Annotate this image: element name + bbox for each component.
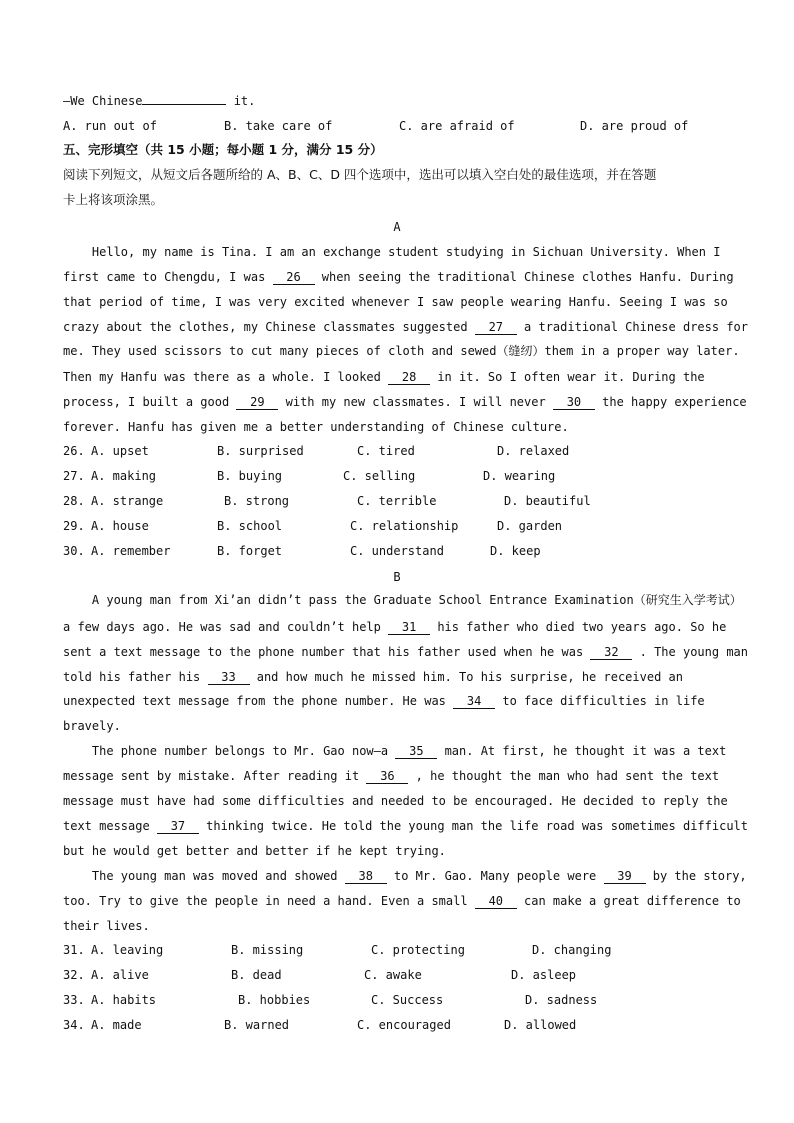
text-run: to Mr. Gao. Many people were (386, 869, 604, 883)
option-c: C. awake (364, 968, 422, 982)
option-c: C. protecting (371, 943, 465, 957)
passage-a-line: forever. Hanfu has given me a better understanding of Chinese culture. (63, 420, 569, 434)
passage-b-line: their lives. (63, 919, 150, 933)
question-number: 34. (63, 1018, 85, 1032)
text-run: Then my Hanfu was there as a whole. I looked (63, 370, 389, 384)
option-b: B. buying (217, 469, 283, 483)
prev-option-a: A. run out of (63, 119, 157, 133)
option-b: B. missing (231, 943, 304, 957)
blank-37: 37 (157, 819, 199, 834)
prev-question-stem (63, 93, 255, 109)
blank-32: 32 (590, 645, 632, 660)
option-a: A. made (91, 1018, 142, 1032)
option-a: A. house (91, 519, 149, 533)
option-b: B. hobbies (238, 993, 311, 1007)
option-b: B. dead (231, 968, 282, 982)
text-run: his father who died two years ago. So he (430, 620, 727, 634)
option-c: C. Success (371, 993, 444, 1007)
option-a: A. habits (91, 993, 157, 1007)
question-number: 30. (63, 544, 85, 558)
question-number: 33. (63, 993, 85, 1007)
option-d: D. garden (497, 519, 563, 533)
option-b: B. forget (217, 544, 283, 558)
option-a: A. remember (91, 544, 171, 558)
text-run: with my new classmates. I will never (278, 395, 553, 409)
option-d: D. asleep (511, 968, 577, 982)
option-d: D. changing (532, 943, 612, 957)
option-d: D. wearing (483, 469, 556, 483)
text-run: a few days ago. He was sad and couldn’t help (63, 620, 389, 634)
option-a: A. upset (91, 444, 149, 458)
prev-option-b: B. take care of (224, 119, 333, 133)
option-b: B. strong (224, 494, 290, 508)
text-run: when seeing the traditional Chinese clothes Hanfu. During (314, 270, 734, 284)
passage-b-line (63, 619, 726, 635)
section-instructions-2: 卡上将该项涂黑。 (63, 192, 164, 207)
blank-29: 29 (236, 395, 278, 410)
option-d: D. beautiful (504, 494, 591, 508)
text-run: process, I built a good (63, 395, 237, 409)
option-c: C. terrible (357, 494, 437, 508)
prev-option-c: C. are afraid of (399, 119, 515, 133)
blank-39: 39 (604, 869, 646, 884)
blank-30: 30 (553, 395, 595, 410)
question-number: 31. (63, 943, 85, 957)
section-instructions-1: 阅读下列短文，从短文后各题所给的 A、B、C、D 四个选项中，选出可以填入空白处的最佳选项，并在答题 (63, 167, 657, 182)
option-a: A. strange (91, 494, 164, 508)
passage-a-line (63, 269, 734, 285)
text-run: to face difficulties in life (495, 694, 705, 708)
section-heading: 五、完形填空（共 15 小题；每小题 1 分，满分 15 分） (63, 142, 383, 157)
passage-a-line (63, 394, 747, 410)
option-c: C. relationship (350, 519, 459, 533)
option-b: B. surprised (217, 444, 304, 458)
option-d: D. sadness (525, 993, 598, 1007)
blank-31: 31 (388, 620, 430, 635)
blank-34: 34 (453, 694, 495, 709)
blank-26: 26 (273, 270, 315, 285)
blank-40: 40 (475, 894, 517, 909)
text-run: , he thought the man who had sent the text (408, 769, 720, 783)
passage-b-line (63, 818, 748, 834)
passage-a-line: Hello, my name is Tina. I am an exchange student studying in Sichuan University. When I (63, 245, 721, 259)
passage-a-line: that period of time, I was very excited whenever I saw people wearing Hanfu. Seeing I was so (63, 295, 728, 309)
passage-b-line (63, 693, 705, 709)
text-run: The phone number belongs to Mr. Gao now—a (63, 744, 396, 758)
passage-b-line (63, 893, 741, 909)
passage-a-label: A (393, 220, 401, 234)
text-run: too. Try to give the people in need a hand. Even a small (63, 894, 475, 908)
passage-b-label: B (393, 570, 401, 584)
question-number: 28. (63, 494, 85, 508)
passage-b-line (63, 868, 747, 884)
text-run: the happy experience (594, 395, 747, 409)
passage-b-line (63, 768, 719, 784)
blank-36: 36 (366, 769, 408, 784)
passage-a-line (63, 319, 748, 335)
passage-a-line: me. They used scissors to cut many pieces of cloth and sewed（缝纫）them in a proper way later. (63, 344, 740, 358)
text-run: text message (63, 819, 157, 833)
text-run: man. At first, he thought it was a text (437, 744, 727, 758)
option-c: C. tired (357, 444, 415, 458)
passage-b-line (63, 669, 683, 685)
option-c: C. selling (343, 469, 416, 483)
option-b: B. school (217, 519, 283, 533)
option-c: C. understand (350, 544, 444, 558)
passage-b-line: A young man from Xi’an didn’t pass the Graduate School Entrance Examination（研究生入学考试） (63, 593, 742, 607)
text-run: and how much he missed him. To his surprise, he received an (249, 670, 683, 684)
text-run: crazy about the clothes, my Chinese classmates suggested (63, 320, 475, 334)
option-b: B. warned (224, 1018, 290, 1032)
option-a: A. alive (91, 968, 149, 982)
passage-b-line: but he would get better and better if he kept trying. (63, 844, 446, 858)
blank-38: 38 (345, 869, 387, 884)
text-run: . The young man (632, 645, 748, 659)
question-number: 26. (63, 444, 85, 458)
text-run: can make a great difference to (516, 894, 741, 908)
blank-27: 27 (475, 320, 517, 335)
passage-b-line (63, 743, 726, 759)
option-a: A. leaving (91, 943, 164, 957)
option-d: D. relaxed (497, 444, 570, 458)
question-number: 32. (63, 968, 85, 982)
stem-prefix: —We Chinese (63, 94, 143, 108)
text-run: sent a text message to the phone number that his father used when he was (63, 645, 591, 659)
prev-option-d: D. are proud of (580, 119, 689, 133)
blank-35: 35 (395, 744, 437, 759)
text-run: in it. So I often wear it. During the (430, 370, 705, 384)
stem-suffix: it. (226, 94, 256, 108)
blank-28: 28 (388, 370, 430, 385)
text-run: a traditional Chinese dress for (516, 320, 748, 334)
text-run: told his father his (63, 670, 208, 684)
text-run: message sent by mistake. After reading it (63, 769, 367, 783)
passage-b-line: bravely. (63, 719, 121, 733)
text-run: The young man was moved and showed (63, 869, 345, 883)
question-number: 27. (63, 469, 85, 483)
question-number: 29. (63, 519, 85, 533)
blank-33: 33 (208, 670, 250, 685)
passage-b-line (63, 644, 748, 660)
text-run: by the story, (645, 869, 747, 883)
option-d: D. keep (490, 544, 541, 558)
option-d: D. allowed (504, 1018, 577, 1032)
text-run: unexpected text message from the phone number. He was (63, 694, 454, 708)
passage-b-line: message must have had some difficulties and needed to be encouraged. He decided to reply the (63, 794, 728, 808)
passage-a-line (63, 369, 705, 385)
option-c: C. encouraged (357, 1018, 451, 1032)
text-run: thinking twice. He told the young man the life road was sometimes difficult (198, 819, 748, 833)
answer-blank (142, 104, 226, 105)
text-run: first came to Chengdu, I was (63, 270, 273, 284)
option-a: A. making (91, 469, 157, 483)
